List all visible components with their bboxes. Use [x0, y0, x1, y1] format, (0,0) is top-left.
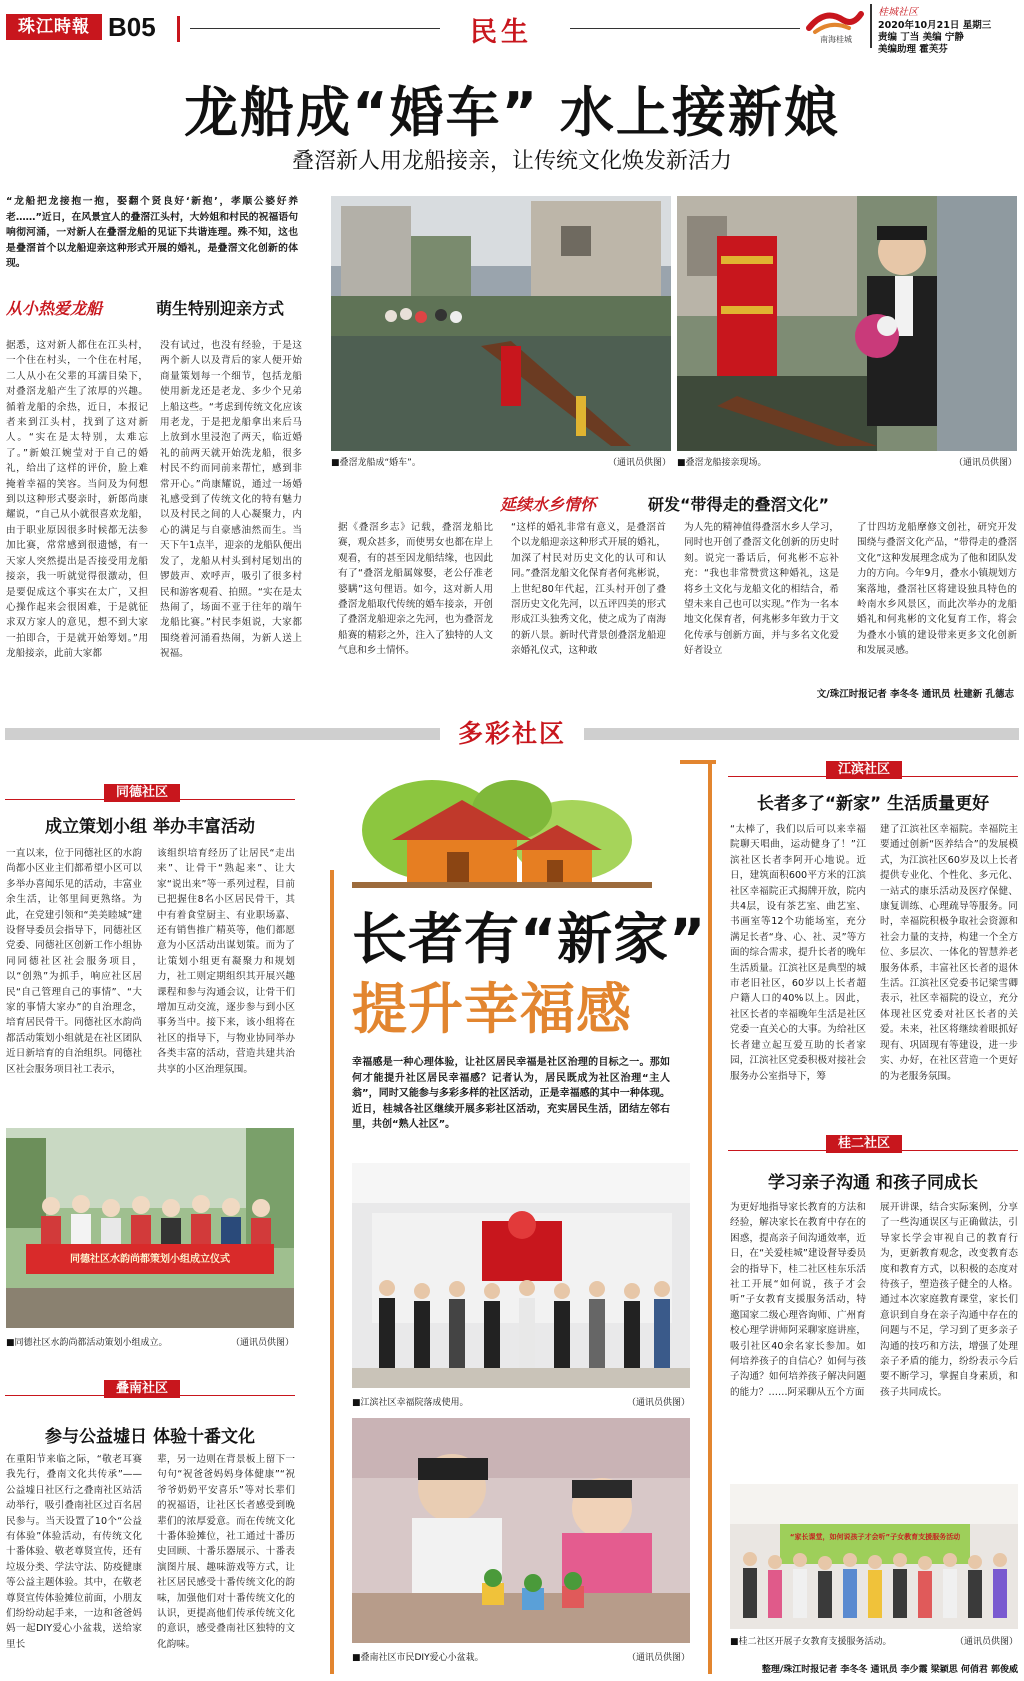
community-banner — [440, 716, 584, 752]
column-name: 桂城社区 — [878, 7, 918, 18]
photo-guier-class — [730, 1484, 1018, 1629]
tongde-column-2: 该组织培育经历了让居民“走出来”、让骨干“熟起来”、让大家“说出来”等一系列过程，目前已把握住8名小区居民骨干，其中有着食堂厨主、有业职场嘉、还有销售推广精英等，他们都愿意为小区活动出谋划策。而为了让策划小组更有凝聚力和规划力，社工则定期组织其开展兴趣课程和参与沟通会议，让骨干们增加互动交流，逐步参与到小区事务当中。接下来，该小组将在社区的指导下，与物业协同举办各类丰富的活动，营造共建共治共享的小区治理氛围。 — [157, 848, 295, 1075]
headline: 龙船成“婚车” 水上接新娘 — [184, 81, 840, 144]
story-column-4: “这样的婚礼非常有意义，是叠滘首个以龙船迎亲这种形式开展的婚礼，加深了村民对历史文化的认可和认同。”叠滘龙船文化保育者何兆彬说，上世纪80年代起，江头村开创了叠滘历史文化先河，以五评四美的形式形成江头独秀文化，使之成为了南海的新八景。新时代背景创叠滘龙船迎亲婚礼仪式，这种敢 — [511, 522, 666, 657]
guier-tag: 桂二社区 — [826, 1135, 902, 1153]
story-column-3: 据《叠滘乡志》记载，叠滘龙船比赛，观众甚多，而使男女也都在岸上观看，有的甚至因龙船结缘，也因此有了“叠滘龙船属嫁娶，老公仔准老婆瞒”这句俚语。如今，这对新人用叠滘龙船取代传统的婚车接亲，开创了叠滘龙船迎亲之先河，也为叠滘龙船赛的精彩之外，注入了独特的人文气息和乡土情怀。 — [338, 522, 493, 657]
subsection-2-title: 研发“带得走的叠滘文化” — [648, 495, 830, 514]
guier-photo-caption-text: ■桂二社区开展子女教育支援服务活动。 — [730, 1637, 892, 1647]
subsection-1-title: 萌生特别迎亲方式 — [156, 299, 285, 318]
jiangbin-photo-credit: （通讯员供图） — [626, 1398, 690, 1408]
guier-column-1: 为更好地指导家长教育的方法和经验，解决家长在教育中存在的困惑，提高亲子间沟通效率，近日，在“关爱桂城”建设督导委员会的指导下，桂二社区桂东乐活社工开展“如何说，孩子才会听”子女教育支援服务活动，特邀国家二级心理咨询师、广州育校心理学讲师阿采聊家庭讲座，吸引社区40余名家长参加。如何培养孩子的自信心？如何与孩子沟通？如何培养孩子解决问题的能力？……阿采聊从五个方面 — [730, 1202, 866, 1398]
photo-2-credit: （通讯员供图） — [953, 458, 1017, 468]
photo-1-caption — [331, 455, 671, 468]
photo-2-caption — [677, 455, 1017, 468]
story-column-5: 为人先的精神值得叠滘水乡人学习，同时也开创了叠滘文化创新的历史时刻。说完一番话后，何兆彬不忘补充：“我也非常赞赏这种婚礼，这是将乡土文化与龙船文化的相结合，希望未来自己也可以实现。”作为一名本地文化保育者，何兆彬多年致力于文化传承与创新方面，并与多名文化爱好者设立 — [684, 522, 839, 657]
guier-title: 学习亲子沟通 和孩子同成长 — [768, 1173, 978, 1193]
page-number: B05 — [108, 12, 156, 42]
guier-column-2: 展开讲课，结合实际案例，分享了一些沟通误区与正确做法，引导家长学会审视自己的教育行为，更新教育观念，改变教育态度和教育方式，以积极的态度对待孩子，塑造孩子健全的人格。通过本次家庭教育课堂，家长们意识到自身在亲子沟通中存在的问题与不足，学习到了更多亲子沟通的技巧和方法，增强了处理亲子矛盾的能力，纷纷表示今后要不断学习，掌握自身素质，和孩子共同成长。 — [880, 1202, 1018, 1398]
column-tag — [870, 4, 872, 48]
feature-illustration — [352, 770, 652, 890]
photo-2-caption-text: ■叠滘龙船接亲现场。 — [677, 458, 767, 468]
assist-line: 美编助理 霍芙芬 — [878, 44, 948, 55]
tongde-photo-caption — [6, 1335, 294, 1348]
feature-frame-top — [680, 760, 716, 764]
tongde-photo-credit: （通讯员供图） — [230, 1338, 294, 1348]
jiangbin-title: 长者多了“新家” 生活质量更好 — [756, 794, 990, 814]
photo-tongde-group — [6, 1128, 294, 1328]
masthead-rule-right — [570, 28, 800, 29]
story-byline: 文/珠江时报记者 李冬冬 通讯员 杜建新 孔德志 — [816, 689, 1014, 700]
dienan-title: 参与公益墟日 体验十番文化 — [45, 1427, 255, 1447]
tongde-tag: 同德社区 — [104, 784, 180, 802]
dienan-column-1: 在重阳节来临之际，“敬老耳赛我先行，叠南文化共传承”——公益墟日社区行之叠南社区站活动举行，吸引叠南社区过百名居民参与。当天设置了10个“公益有体验”体验活动，有传统文化十番体验、敬老尊贤宣传，还有垃圾分类、学法守法、防疫健康等公益主题体验。其中，在敬老尊贤宣传体验摊位前面，小朋友们纷纷动起手来，一边和爸爸妈妈一起DIY爱心小盆栽，送给家里长 — [6, 1454, 142, 1650]
jiangbin-column-1: “太棒了，我们以后可以来幸福院聊天唱曲，运动健身了！”江滨社区长者李阿开心地说。近日，建筑面积600平方米的江滨社区幸福院正式揭牌开放，院内共4层，设有茶艺室、曲艺室、书画室等12个功能场室，充分满足长者“身、心、社、灵”等方面的综合需求，提升长者的晚年生活质量。江滨社区是典型的城市老旧社区，60岁以上长者超户籍人口的40%以上。因此，社区长者的幸福晚年生活是社区党委一直关心的大事。为给社区长者建立起互爱互助的长者家园，江滨社区党委积极对接社会服务办公室指导下，筹 — [730, 824, 866, 1082]
photo-1-credit: （通讯员供图） — [607, 458, 671, 468]
community-footer-byline: 整理/珠江时报记者 李冬冬 通讯员 李少霞 梁颖思 何俏君 郭俊威 — [761, 1665, 1018, 1675]
tongde-title: 成立策划小组 举办丰富活动 — [45, 817, 255, 837]
paper-logo: 珠江時報 — [6, 14, 102, 40]
subsection-1-tag: 从小热爱龙船 — [6, 299, 103, 318]
jiangbin-photo-caption — [352, 1395, 690, 1408]
photo-jiangbin-opening — [352, 1163, 690, 1388]
lead-paragraph: “龙船把龙接抱一抱，娶翻个贤良好‘新抱’，孝顺公婆好养老……”近日，在风景宜人的叠滘江头村，大妗姐和村民的祝福语句响彻河涌，一对新人在叠滘龙船的见证下共谐连理。殊不知，这也是叠滘首个以龙船迎亲这种形式开展的婚礼，是叠滘文化创新的体现。 — [6, 196, 298, 269]
feature-intro: 幸福感是一种心理体验，让社区居民幸福是社区治理的目标之一。那如何才能提升社区居民幸福感？记者认为，居民既成为社区治理“主人翁”，同时又能参与多彩多样的社区活动，正是幸福感的其中一种体现。近日，桂城各社区继续开展多彩社区活动，充实居民生活，团结左邻右里，共创“熟人社区”。 — [352, 1057, 670, 1130]
subsection-1-header — [6, 294, 302, 318]
photo-1-caption-text: ■叠滘龙船成“婚车”。 — [331, 458, 421, 468]
guier-photo-caption — [730, 1634, 1018, 1647]
guier-photo-banner: “家长课堂，如何说孩子才会听”子女教育支援服务活动 — [789, 1533, 961, 1541]
photo-wedding-groom — [677, 196, 1017, 451]
guier-photo-credit: （通讯员供图） — [954, 1637, 1018, 1647]
story-column-6: 了廿四坊龙船摩修文创社，研究开发围绕与叠滘文化产品，“带得走的叠滘文化”这种发展理念成为了他和团队发力的方向。今年9月，叠水小镇规划方案落地，叠滘社区将建设独具特色的岭南水乡风景区，而此次举办的龙船婚礼和何兆彬的文化复育工作，将会为叠水小镇的建设带来更多文化创新和发展灵感。 — [857, 522, 1017, 657]
story-column-1: 据悉，这对新人都住在江头村，一个住在村头，一个住在村尾，二人从小在父辈的耳濡目染下，对叠滘龙船产生了浓厚的兴趣。循着龙船的余热，近日，本报记者来到江头村，找到了这对新人。“实在是太特别，太难忘了。”新娘江婉莹对于自己的婚礼，给出了这样的评价，脸上难掩着幸福的笑容。当问及为何想到以这种形式娶亲时，新郎尚康耀说，“自己从小就很喜欢龙船，由于职业原因很多时候都无法参加比赛，常常感到很遗憾，有一天家人突然提出是否接受用龙船接亲，我一听就觉得很激动，但是要促成这个事实在太广，又担心操作起来会很困难，于是就征求双方家人的意见，想不到大家一拍即合，于是就开始筹划。”用龙船接亲，此前大家都 — [6, 340, 148, 660]
story-column-2: 没有试过，也没有经验，于是这两个新人以及背后的家人便开始商量策划每一个细节，包括龙船使用新龙还是老龙、多少个兄弟上船这些。“考虑到传统文化应该用老龙，于是把龙船拿出来后马上放到水里浸泡了两天，临近婚礼的前两天就开始洗龙船，很多村民不约而同前来帮忙，感到非常开心。”尚康耀说，通过一场婚礼感受到了传统文化的特有魅力以及村民之间的人心凝聚力，内心的满足与自豪感油然而生。当天下午1点半，迎亲的龙船队便出发了，龙船从村头到村尾划出的锣鼓声、欢呼声，吸引了很多村民和游客观看、拍照。“实在是太热闹了，场面不亚于往年的端午龙船比赛。”村民李姐说，大家都围绕着河涌看热闹，为新人送上祝福。 — [160, 340, 302, 660]
photo-dienan-diy — [352, 1418, 690, 1643]
jiangbin-photo-caption-text: ■江滨社区幸福院落成使用。 — [352, 1398, 469, 1408]
community-banner-text: 多彩社区 — [457, 719, 566, 748]
subsection-2-header — [500, 490, 1020, 514]
feature-frame-left — [330, 870, 334, 1674]
subhead: 叠滘新人用龙船接亲，让传统文化焕发新活力 — [291, 149, 732, 174]
issue-date: 2020年10月21日 星期三 — [878, 20, 992, 31]
photo-dragon-boat-river — [331, 196, 671, 451]
section-title: 民生 — [470, 17, 532, 48]
masthead — [0, 0, 1024, 55]
editor-line: 责编 丁当 美编 宁静 — [878, 32, 964, 43]
masthead-rule-left — [190, 28, 440, 29]
tongde-column-1: 一直以来，位于同德社区的水韵尚都小区业主们都希望小区可以多举办喜闻乐见的活动，丰富业余生活，让邻里间更熟络。为此，在党建引领和“美美睦城”建设督导委员会指导下，同德社区党委、同德社区创新工作小组协同同德社区社会服务项目，以“创熟”为抓手，响应社区居民“自己管理自己的事情”、“大家的事情大家办”的自治理念，培育居民骨干。同德社区水韵尚都活动策划小组就是在社区团队近日新培育的自治组织。同德社区社会服务项目社工表示， — [6, 848, 142, 1075]
tongde-photo-banner: 同德社区水韵尚都策划小组成立仪式 — [70, 1254, 230, 1265]
subsection-2-tag: 延续水乡情怀 — [500, 495, 597, 514]
jiangbin-tag: 江滨社区 — [826, 761, 902, 779]
dienan-photo-credit: （通讯员供图） — [626, 1653, 690, 1663]
masthead-divider — [177, 16, 180, 42]
dienan-photo-caption — [352, 1650, 690, 1663]
feature-title-line-1: 长者有“新家” — [352, 907, 707, 971]
tongde-photo-caption-text: ■同德社区水韵尚都活动策划小组成立。 — [6, 1338, 168, 1348]
dienan-tag: 叠南社区 — [104, 1380, 180, 1398]
jiangbin-column-2: 建了江滨社区幸福院。幸福院主要通过创新“医养结合”的发展模式，为江滨社区60岁及以上长者提供专业化、个性化、多元化、一站式的康乐活动及医疗保健、康复训练、心理疏导等服务。同时，幸福院积极争取社会资源和社会力量的支持，构建一个全方位、多层次、一体化的智慧养老服务体系，丰富社区长者的退休生活。江滨社区党委书记梁雪卿表示，社区幸福院的设立，充分体现社区党委对社区长者的关爱。未来，社区将继续着眼抓好现有、巩固现有等建设，进一步实、办好，在社区营造一个更好的为老服务氛围。 — [880, 824, 1018, 1082]
brand-logo — [805, 6, 865, 46]
dienan-photo-caption-text: ■叠南社区市民DIY爱心小盆栽。 — [352, 1653, 484, 1663]
brand-name: 南海桂城 — [820, 35, 852, 44]
dienan-column-2: 辈，另一边则在背景板上留下一句句“祝爸爸妈妈身体健康”“祝爷爷奶奶平安喜乐”等对长辈们的祝福语，让社区长者感受到晚辈们的浓厚爱意。而在传统文化十番体验摊位，社工通过十番历史回顾、十番乐器展示、十番表演图片展、趣味游戏等方式，让社区居民感受十番传统文化的韵味，加强他们对十番传统文化的认识，更提高他们传承传统文化的意识，感受叠南社区独特的文化韵味。 — [157, 1454, 295, 1650]
feature-title-line-2: 提升幸福感 — [352, 977, 633, 1041]
